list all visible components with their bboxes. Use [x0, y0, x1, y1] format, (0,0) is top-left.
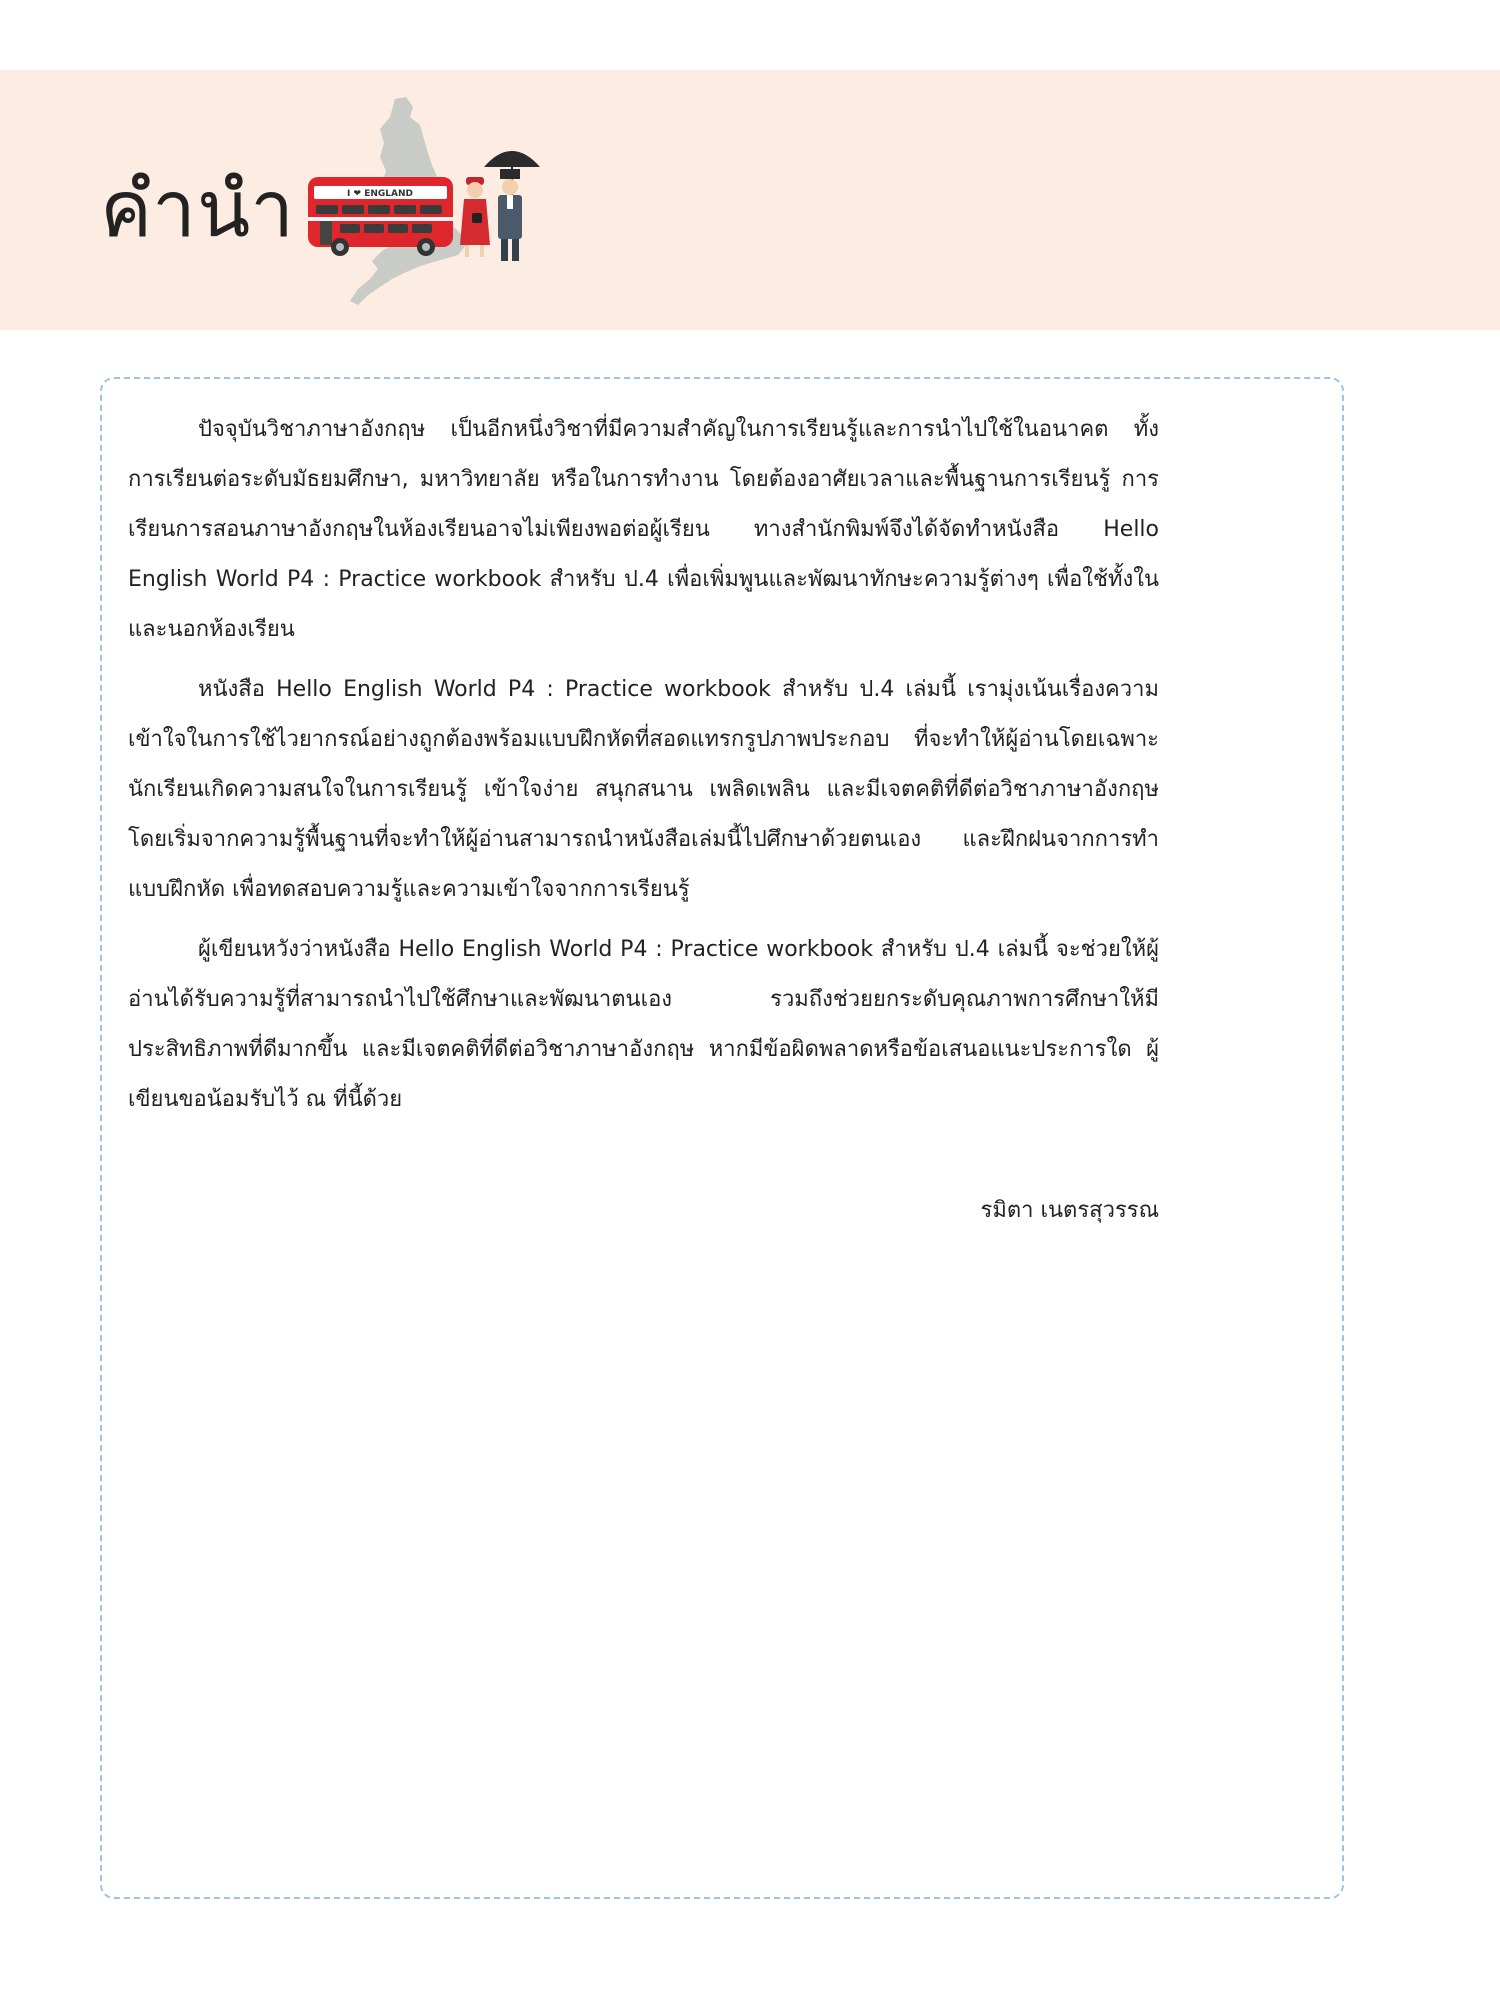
- page-title: คำนำ: [100, 165, 296, 255]
- gentleman-umbrella-icon: [484, 151, 540, 261]
- preface-body: [128, 405, 1159, 1135]
- preface-paragraph-1: ปัจจุบันวิชาภาษาอังกฤษ เป็นอีกหนึ่งวิชาที่มีความสำคัญในการเรียนรู้และการนำไปใช้ในอนาคต ทั้งการเรียนต่อระดับมัธยมศึกษา, มหาวิทยาลัย หรือในการทำงาน โดยต้องอาศัยเวลาและพื้นฐานการเรียนรู้ การเรียนการสอนภาษาอังกฤษในห้องเรียนอาจไม่เพียงพอต่อผู้เรียน ทางสำนักพิมพ์จึงได้จัดทำหนังสือ Hello English World P4 : Practice workbook สำหรับ ป.4 เพื่อเพิ่มพูนและพัฒนาทักษะความรู้ต่างๆ เพื่อใช้ทั้งในและนอกห้องเรียน: [128, 417, 1159, 642]
- queen-figure-icon: [460, 177, 490, 257]
- svg-text:I ❤ ENGLAND: I ❤ ENGLAND: [347, 189, 413, 199]
- preface-paragraph-2: หนังสือ Hello English World P4 : Practice workbook สำหรับ ป.4 เล่มนี้ เรามุ่งเน้นเรื่องความเข้าใจในการใช้ไวยากรณ์อย่างถูกต้องพร้อมแบบฝึกหัดที่สอดแทรกรูปภาพประกอบ ที่จะทำให้ผู้อ่านโดยเฉพาะนักเรียนเกิดความสนใจในการเรียนรู้ เข้าใจง่าย สนุกสนาน เพลิดเพลิน และมีเจตคติที่ดีต่อวิชาภาษาอังกฤษ โดยเริ่มจากความรู้พื้นฐานที่จะทำให้ผู้อ่านสามารถนำหนังสือเล่มนี้ไปศึกษาด้วยตนเอง และฝึกฝนจากการทำแบบฝึกหัด เพื่อทดสอบความรู้และความเข้าใจจากการเรียนรู้: [128, 677, 1159, 902]
- london-bus-icon: [308, 177, 453, 256]
- england-illustration: [300, 95, 550, 310]
- author-signature: รมิตา เนตรสุวรรณ: [980, 1198, 1159, 1223]
- preface-paragraph-3: ผู้เขียนหวังว่าหนังสือ Hello English World P4 : Practice workbook สำหรับ ป.4 เล่มนี้ จะช่วยให้ผู้อ่านได้รับความรู้ที่สามารถนำไปใช้ศึกษาและพัฒนาตนเอง รวมถึงช่วยยกระดับคุณภาพการศึกษาให้มีประสิทธิภาพที่ดีมากขึ้น และมีเจตคติที่ดีต่อวิชาภาษาอังกฤษ หากมีข้อผิดพลาดหรือข้อเสนอแนะประการใด ผู้เขียนขอน้อมรับไว้ ณ ที่นี้ด้วย: [128, 937, 1159, 1112]
